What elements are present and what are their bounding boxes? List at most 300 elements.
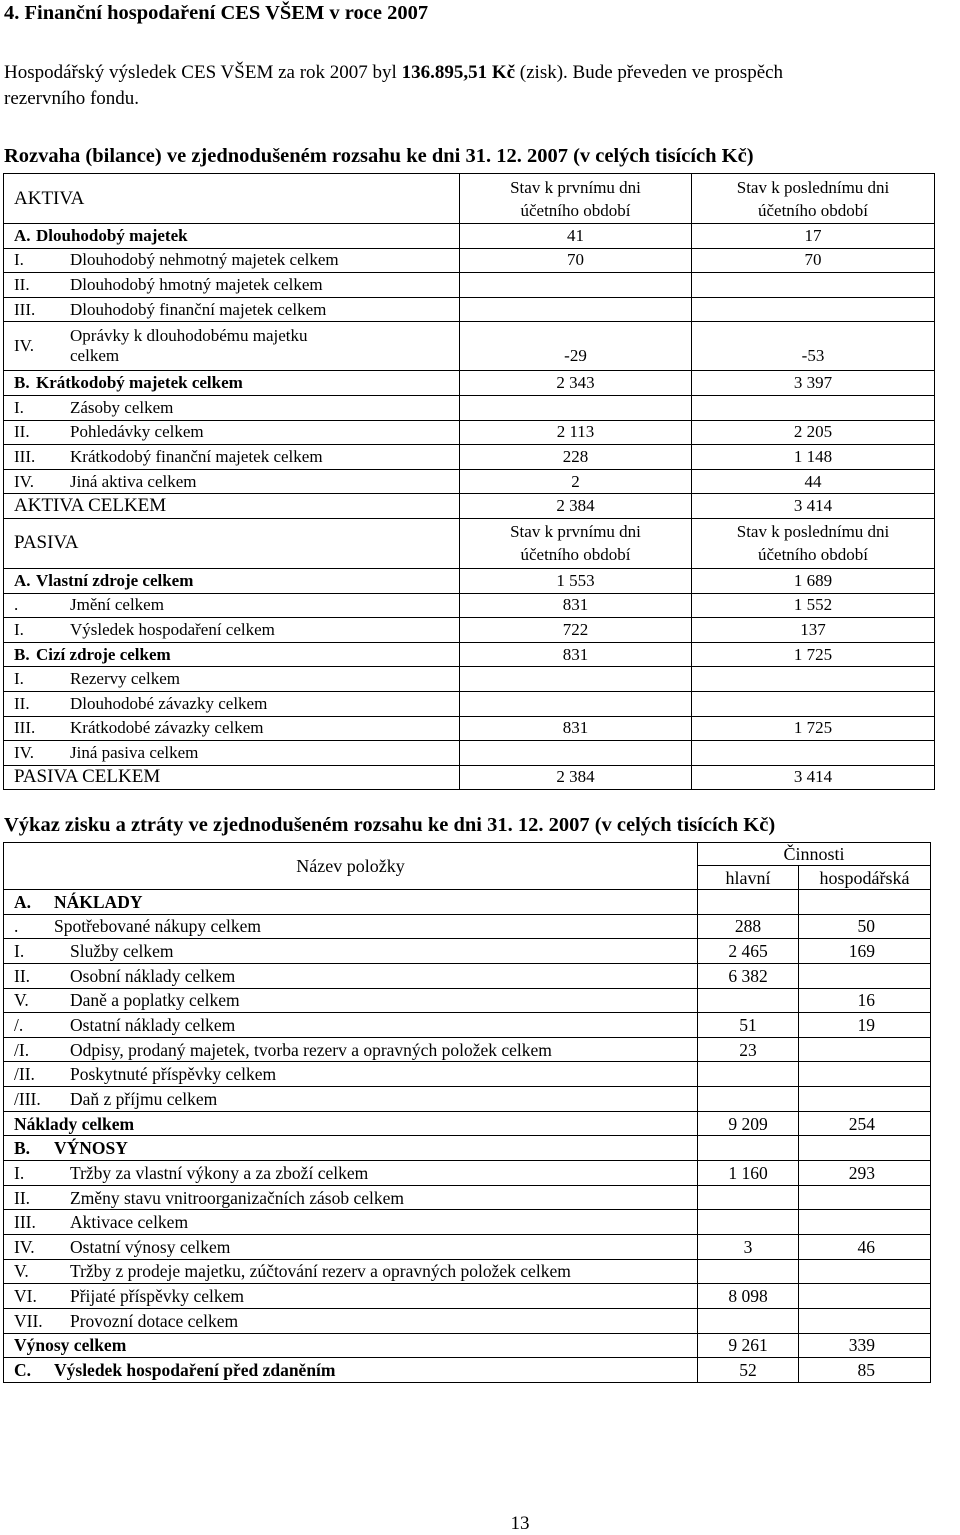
assets-row-label-wrap (14, 472, 459, 492)
liabilities-row-text: Výsledek hospodaření celkem (70, 619, 275, 639)
pl-row-label-wrap (14, 1114, 697, 1134)
pl-row-label (4, 1358, 698, 1383)
assets-row-label (4, 371, 460, 396)
assets-row-value-end: 17 (692, 224, 935, 249)
assets-row-value-start: 2 343 (460, 371, 692, 396)
pl-row-text: Provozní dotace celkem (70, 1310, 239, 1331)
assets-row-label (4, 445, 460, 470)
pl-row-label (4, 939, 698, 964)
liabilities-row (4, 716, 935, 741)
pl-row-label (4, 988, 698, 1013)
pl-row-number: /I. (14, 1039, 30, 1060)
assets-row-label-wrap (14, 300, 459, 320)
assets-row (4, 420, 935, 445)
assets-row-text: Dlouhodobý nehmotný majetek celkem (70, 250, 339, 270)
pl-row-text: Výnosy celkem (14, 1335, 127, 1356)
assets-row-value-start (460, 395, 692, 420)
pl-row-text: Poskytnuté příspěvky celkem (70, 1064, 277, 1085)
assets-row-text: Jiná aktiva celkem (70, 471, 197, 491)
assets-row-label-wrap (14, 398, 459, 418)
pl-row-number: A. (14, 891, 32, 912)
pl-row-value-commercial (799, 1185, 931, 1210)
liabilities-row (4, 593, 935, 618)
pl-row-label-wrap (14, 990, 697, 1010)
pl-row-text: Osobní náklady celkem (70, 965, 236, 986)
pl-row-text: Aktivace celkem (70, 1212, 189, 1233)
liabilities-header-col2-line2: účetního období (757, 545, 868, 565)
assets-row-text: Zásoby celkem (70, 397, 174, 417)
liabilities-row-number: . (14, 595, 19, 615)
pl-row-number: B. (14, 1138, 31, 1159)
pl-row (4, 1333, 931, 1358)
pl-row-text: Spotřebované nákupy celkem (54, 916, 262, 937)
pl-row-label (4, 1013, 698, 1038)
assets-header-col2 (692, 174, 935, 224)
assets-row-value-start: 2 113 (460, 420, 692, 445)
assets-header-col2-line2: účetního období (757, 200, 868, 220)
pl-row-value-commercial (799, 963, 931, 988)
assets-row-text-line1: Oprávky k dlouhodobému majetku (70, 326, 308, 346)
assets-header-col1-line2: účetního období (520, 200, 631, 220)
assets-row-text (70, 326, 308, 366)
liabilities-row-value-start (460, 691, 692, 716)
pl-row-text: NÁKLADY (54, 891, 143, 912)
liabilities-header-col2 (692, 518, 935, 568)
assets-row-number: I. (14, 397, 24, 417)
liabilities-row-text: Dlouhodobé závazky celkem (70, 693, 268, 713)
pl-row (4, 1111, 931, 1136)
assets-row-value-start: 41 (460, 224, 692, 249)
pl-row-text: Náklady celkem (14, 1113, 135, 1134)
pl-row-number: V. (14, 990, 29, 1011)
liabilities-row-label (4, 667, 460, 692)
pl-row-number: III. (14, 1212, 36, 1233)
pl-row-number: /III. (14, 1088, 41, 1109)
pl-row (4, 1284, 931, 1309)
liabilities-row-label-wrap (14, 645, 459, 665)
pl-row-label-wrap (14, 1360, 697, 1380)
pl-row-label-wrap (14, 1311, 697, 1331)
assets-row-number: II. (14, 422, 30, 442)
liabilities-row-value-end (692, 741, 935, 766)
pl-row (4, 939, 931, 964)
assets-row-label-wrap (14, 275, 459, 295)
pl-row-number: IV. (14, 1236, 35, 1257)
pl-row-value-main (698, 1259, 799, 1284)
liabilities-header-label: PASIVA (4, 518, 460, 568)
assets-row (4, 322, 935, 371)
assets-row-value-start (460, 273, 692, 298)
liabilities-header-col1-line1: Stav k prvnímu dni (510, 522, 641, 542)
liabilities-row-label (4, 716, 460, 741)
pl-row-label-wrap (14, 1138, 697, 1158)
liabilities-row-value-end: 1 552 (692, 593, 935, 618)
pl-row-number: II. (14, 965, 31, 986)
intro-part2: (zisk). Bude převeden ve prospěch (515, 62, 784, 83)
pl-row-label (4, 1259, 698, 1284)
intro-part1: Hospodářský výsledek CES VŠEM za rok 2007 byl (4, 62, 402, 83)
pl-row-label-wrap (14, 1335, 697, 1355)
assets-row-value-start: 2 (460, 469, 692, 494)
liabilities-row-value-start: 831 (460, 716, 692, 741)
pl-row-value-commercial: 85 (799, 1358, 931, 1383)
liabilities-row-number: A. (14, 570, 31, 590)
pl-row-text: Tržby z prodeje majetku, zúčtování rezerv a opravných položek celkem (70, 1261, 571, 1282)
liabilities-row-value-end: 1 689 (692, 568, 935, 593)
pl-row-value-main (698, 1062, 799, 1087)
liabilities-total-value-end: 3 414 (692, 765, 935, 790)
assets-row-value-end (692, 395, 935, 420)
assets-row-label (4, 469, 460, 494)
assets-row-label-wrap (14, 422, 459, 442)
liabilities-row-value-start (460, 667, 692, 692)
assets-row (4, 371, 935, 396)
pl-row-label-wrap (14, 966, 697, 986)
pl-row-value-commercial: 339 (799, 1333, 931, 1358)
liabilities-row-number: III. (14, 718, 36, 738)
liabilities-row-label (4, 741, 460, 766)
pl-row-text: VÝNOSY (54, 1138, 128, 1159)
assets-row-value-end: 70 (692, 248, 935, 273)
liabilities-row-label-wrap (14, 718, 459, 738)
pl-header-group: Činnosti (698, 843, 931, 866)
pl-row-label-wrap (14, 941, 697, 961)
pl-row-label-wrap (14, 1286, 697, 1306)
pl-header-row-1 (4, 843, 931, 866)
pl-row-label (4, 1087, 698, 1112)
pl-row-label (4, 1185, 698, 1210)
pl-row-value-commercial (799, 1136, 931, 1161)
pl-row-number: C. (14, 1359, 32, 1380)
pl-row-value-main: 288 (698, 914, 799, 939)
pl-row-value-commercial: 254 (799, 1111, 931, 1136)
assets-total-value-end: 3 414 (692, 494, 935, 519)
assets-row-text: Krátkodobý finanční majetek celkem (70, 446, 323, 466)
liabilities-row-number: B. (14, 644, 30, 664)
pl-row-number: II. (14, 1187, 31, 1208)
assets-row (4, 469, 935, 494)
liabilities-header-col1-line2: účetního období (520, 545, 631, 565)
liabilities-row-text: Rezervy celkem (70, 669, 180, 689)
pl-row-text: Výsledek hospodaření před zdaněním (54, 1359, 336, 1380)
pl-row-number: V. (14, 1261, 29, 1282)
liabilities-row-label (4, 642, 460, 667)
liabilities-row-text: Jmění celkem (70, 595, 164, 615)
liabilities-row-label-wrap (14, 571, 459, 591)
pl-row-number: VII. (14, 1310, 43, 1331)
assets-row-number: II. (14, 274, 30, 294)
pl-row-label-wrap (14, 1064, 697, 1084)
liabilities-header (4, 518, 935, 568)
pl-row-value-commercial: 50 (799, 914, 931, 939)
assets-row-number: III. (14, 299, 36, 319)
pl-row-text: Změny stavu vnitroorganizačních zásob celkem (70, 1187, 405, 1208)
liabilities-row-text: Jiná pasiva celkem (70, 742, 199, 762)
pl-row (4, 1259, 931, 1284)
pl-row-label-wrap (14, 916, 697, 936)
liabilities-row-value-start: 831 (460, 593, 692, 618)
pl-row-text: Daň z příjmu celkem (70, 1088, 218, 1109)
liabilities-row-text: Vlastní zdroje celkem (36, 570, 194, 590)
assets-row-label (4, 395, 460, 420)
pl-row-label-wrap (14, 1261, 697, 1281)
pl-row-label (4, 1037, 698, 1062)
assets-row-text: Dlouhodobý majetek (36, 225, 188, 245)
intro-line2: rezervního fondu. (4, 88, 140, 109)
liabilities-row-text: Krátkodobé závazky celkem (70, 718, 264, 738)
assets-row-text: Pohledávky celkem (70, 422, 204, 442)
assets-header (4, 174, 935, 224)
pl-row (4, 914, 931, 939)
pl-row-value-commercial (799, 1087, 931, 1112)
pl-row-value-commercial (799, 1308, 931, 1333)
assets-row (4, 248, 935, 273)
pl-row-text: Služby celkem (70, 941, 174, 962)
assets-row-value-start: 228 (460, 445, 692, 470)
pl-row-label (4, 1210, 698, 1235)
assets-header-col2-line1: Stav k poslednímu dni (736, 177, 890, 197)
pl-row-value-main: 8 098 (698, 1284, 799, 1309)
pl-row (4, 1358, 931, 1383)
liabilities-row-label-wrap (14, 669, 459, 689)
assets-row-value-end: 2 205 (692, 420, 935, 445)
pl-row-label (4, 890, 698, 915)
liabilities-row (4, 691, 935, 716)
pl-row-label (4, 1308, 698, 1333)
assets-row-label (4, 322, 460, 371)
assets-row-number: I. (14, 250, 24, 270)
assets-row-label (4, 273, 460, 298)
pl-row-value-main: 9 209 (698, 1111, 799, 1136)
assets-row-label-wrap (14, 373, 459, 393)
pl-row-number: /. (14, 1015, 24, 1036)
liabilities-row-label (4, 691, 460, 716)
assets-row (4, 297, 935, 322)
liabilities-header-col1 (460, 518, 692, 568)
pl-row (4, 1037, 931, 1062)
pl-row-value-main (698, 1210, 799, 1235)
pl-row-text: Tržby za vlastní výkony a za zboží celkem (70, 1162, 369, 1183)
pl-title: Výkaz zisku a ztráty ve zjednodušeném rozsahu ke dni 31. 12. 2007 (v celých tisících Kč) (4, 814, 776, 836)
pl-row-value-commercial (799, 1284, 931, 1309)
pl-row (4, 1013, 931, 1038)
pl-row-label-wrap (14, 1237, 697, 1257)
assets-total (4, 494, 935, 519)
liabilities-header-col2-line1: Stav k poslednímu dni (736, 522, 890, 542)
assets-row-value-start: -29 (460, 322, 692, 371)
assets-row-label (4, 224, 460, 249)
assets-row-value-end (692, 297, 935, 322)
pl-row-text: Daně a poplatky celkem (70, 990, 240, 1011)
liabilities-row-label (4, 593, 460, 618)
liabilities-row-number: IV. (14, 742, 34, 762)
pl-row-text: Ostatní náklady celkem (70, 1015, 236, 1036)
pl-row (4, 1308, 931, 1333)
pl-row-text: Přijaté příspěvky celkem (70, 1286, 244, 1307)
assets-row-label-wrap (14, 250, 459, 270)
pl-row-label (4, 1111, 698, 1136)
intro-amount: 136.895,51 Kč (401, 62, 516, 83)
pl-row-number: VI. (14, 1286, 37, 1307)
pl-row-value-main (698, 1136, 799, 1161)
pl-row-value-commercial: 16 (799, 988, 931, 1013)
liabilities-row-number: I. (14, 619, 24, 639)
pl-row (4, 1185, 931, 1210)
pl-row (4, 1161, 931, 1186)
profit-loss-table (3, 842, 931, 1383)
liabilities-row-label-wrap (14, 694, 459, 714)
pl-header-name: Název položky (4, 843, 698, 890)
pl-row (4, 1210, 931, 1235)
liabilities-row (4, 618, 935, 643)
assets-total-label: AKTIVA CELKEM (4, 494, 460, 519)
pl-row-label-wrap (14, 1015, 697, 1035)
pl-row-value-main: 1 160 (698, 1161, 799, 1186)
pl-row-number: . (14, 916, 19, 937)
assets-row-text: Dlouhodobý finanční majetek celkem (70, 299, 327, 319)
pl-row-number: I. (14, 1162, 25, 1183)
liabilities-row (4, 568, 935, 593)
liabilities-row-value-end (692, 691, 935, 716)
assets-row-number: IV. (14, 471, 34, 491)
pl-row-label (4, 1234, 698, 1259)
liabilities-row-label-wrap (14, 743, 459, 763)
liabilities-row-value-end: 137 (692, 618, 935, 643)
pl-row-value-main: 9 261 (698, 1333, 799, 1358)
assets-header-col1-line1: Stav k prvnímu dni (510, 177, 641, 197)
pl-row-label (4, 1284, 698, 1309)
assets-row-text-line2: celkem (70, 346, 120, 366)
pl-row-value-main (698, 1308, 799, 1333)
pl-row-label (4, 1161, 698, 1186)
liabilities-row-label-wrap (14, 620, 459, 640)
assets-total-value-start: 2 384 (460, 494, 692, 519)
liabilities-row (4, 642, 935, 667)
pl-row-number: I. (14, 941, 25, 962)
pl-row-label (4, 963, 698, 988)
pl-row-value-commercial: 169 (799, 939, 931, 964)
pl-row (4, 1087, 931, 1112)
pl-row-value-commercial: 46 (799, 1234, 931, 1259)
pl-row-value-main (698, 1185, 799, 1210)
assets-row (4, 395, 935, 420)
liabilities-row-value-end: 1 725 (692, 642, 935, 667)
liabilities-row-number: II. (14, 693, 30, 713)
liabilities-row-value-end: 1 725 (692, 716, 935, 741)
pl-row-value-commercial (799, 1259, 931, 1284)
liabilities-total (4, 765, 935, 790)
pl-row-value-commercial (799, 1210, 931, 1235)
pl-row-number: /II. (14, 1064, 35, 1085)
pl-row-label-wrap (14, 1163, 697, 1183)
pl-row-value-main (698, 988, 799, 1013)
liabilities-row-value-start: 722 (460, 618, 692, 643)
pl-row-label (4, 914, 698, 939)
liabilities-row-label-wrap (14, 595, 459, 615)
pl-row-label-wrap (14, 1040, 697, 1060)
balance-sheet-table (3, 173, 935, 790)
pl-row (4, 988, 931, 1013)
pl-row-value-commercial (799, 890, 931, 915)
assets-row-text: Dlouhodobý hmotný majetek celkem (70, 274, 323, 294)
pl-row-text: Odpisy, prodaný majetek, tvorba rezerv a opravných položek celkem (70, 1039, 552, 1060)
assets-row-label-wrap (14, 326, 459, 366)
assets-row-value-end: 44 (692, 469, 935, 494)
liabilities-row-text: Cizí zdroje celkem (36, 644, 171, 664)
pl-row-label (4, 1333, 698, 1358)
assets-row-number: IV. (14, 336, 34, 356)
pl-header-commercial: hospodářská (799, 866, 931, 890)
assets-row-label (4, 420, 460, 445)
assets-row-value-end: 1 148 (692, 445, 935, 470)
liabilities-row-value-start: 1 553 (460, 568, 692, 593)
assets-row (4, 273, 935, 298)
assets-row-value-end (692, 273, 935, 298)
assets-row-label (4, 297, 460, 322)
pl-row (4, 890, 931, 915)
pl-row-value-commercial (799, 1037, 931, 1062)
pl-row-label-wrap (14, 1089, 697, 1109)
pl-row-value-main: 52 (698, 1358, 799, 1383)
assets-row-value-start (460, 297, 692, 322)
liabilities-row-value-start: 831 (460, 642, 692, 667)
pl-row-value-main: 3 (698, 1234, 799, 1259)
pl-row-value-main: 23 (698, 1037, 799, 1062)
assets-row-label (4, 248, 460, 273)
liabilities-row-value-start (460, 741, 692, 766)
assets-row-label-wrap (14, 447, 459, 467)
pl-row-value-main: 6 382 (698, 963, 799, 988)
assets-row-number: A. (14, 225, 31, 245)
pl-row-value-main: 51 (698, 1013, 799, 1038)
assets-header-label: AKTIVA (4, 174, 460, 224)
assets-row-number: B. (14, 373, 30, 393)
pl-row-label-wrap (14, 892, 697, 912)
liabilities-row (4, 741, 935, 766)
liabilities-total-value-start: 2 384 (460, 765, 692, 790)
pl-row (4, 1136, 931, 1161)
assets-row (4, 224, 935, 249)
pl-header-main: hlavní (698, 866, 799, 890)
pl-row-value-main: 2 465 (698, 939, 799, 964)
liabilities-row (4, 667, 935, 692)
pl-row-value-commercial: 19 (799, 1013, 931, 1038)
pl-row-value-main (698, 1087, 799, 1112)
liabilities-row-value-end (692, 667, 935, 692)
assets-row-value-end: -53 (692, 322, 935, 371)
assets-row-number: III. (14, 446, 36, 466)
pl-row-label-wrap (14, 1188, 697, 1208)
balance-title: Rozvaha (bilance) ve zjednodušeném rozsahu ke dni 31. 12. 2007 (v celých tisících Kč) (4, 145, 754, 167)
assets-row-label-wrap (14, 226, 459, 246)
pl-row-value-commercial: 293 (799, 1161, 931, 1186)
section-title: 4. Finanční hospodaření CES VŠEM v roce 2007 (4, 2, 429, 24)
pl-row (4, 1062, 931, 1087)
intro-paragraph (4, 60, 783, 112)
assets-row-value-start: 70 (460, 248, 692, 273)
pl-row-value-commercial (799, 1062, 931, 1087)
liabilities-row-number: I. (14, 669, 24, 689)
pl-row-text: Ostatní výnosy celkem (70, 1236, 231, 1257)
pl-row-label-wrap (14, 1212, 697, 1232)
pl-row-value-main (698, 890, 799, 915)
pl-row (4, 1234, 931, 1259)
page-number: 13 (510, 1513, 530, 1534)
liabilities-row-label (4, 618, 460, 643)
assets-row-text: Krátkodobý majetek celkem (36, 373, 243, 393)
pl-row (4, 963, 931, 988)
liabilities-total-label: PASIVA CELKEM (4, 765, 460, 790)
